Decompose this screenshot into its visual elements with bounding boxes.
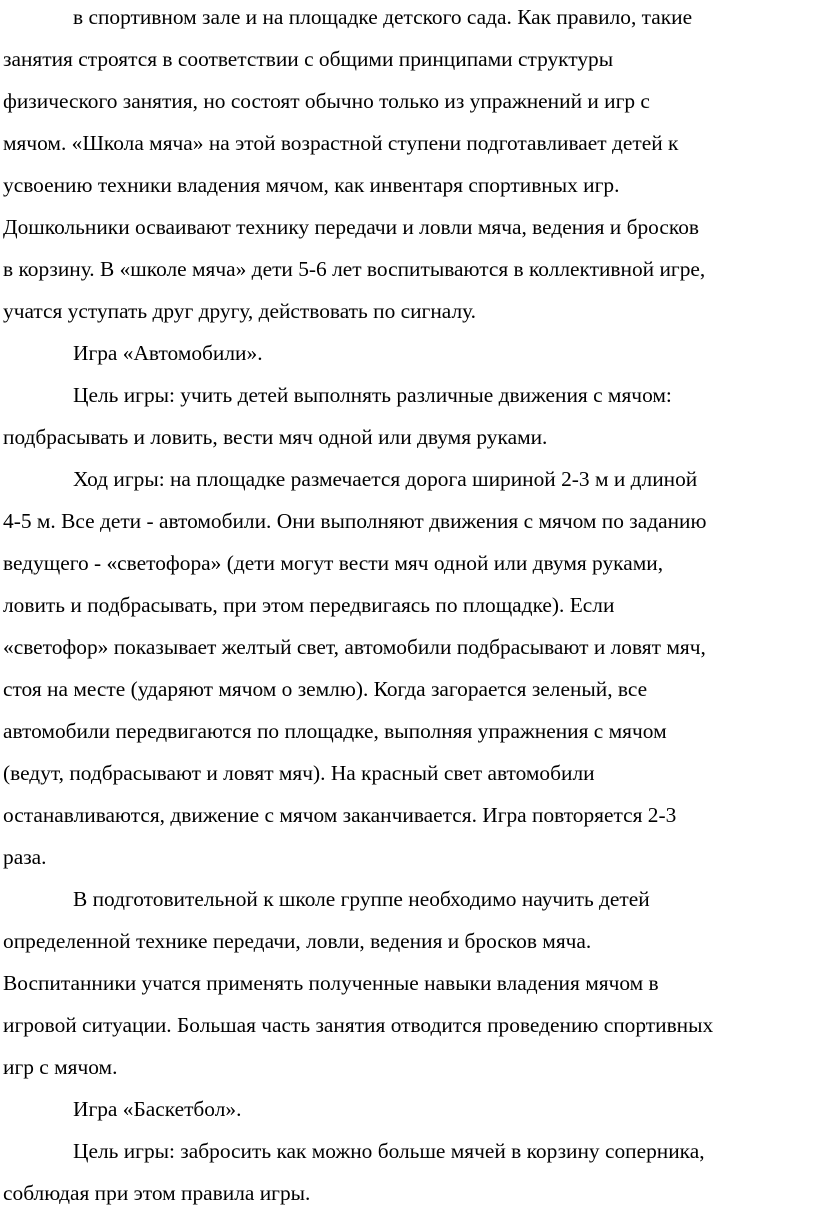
text-line: в корзину. В «школе мяча» дети 5-6 лет воспитываются в коллективной игре,	[3, 257, 706, 281]
text-line: определенной технике передачи, ловли, ведения и бросков мяча.	[3, 929, 592, 953]
text-line: Воспитанники учатся применять полученные навыки владения мячом в	[3, 971, 659, 995]
text-line: усвоению техники владения мячом, как инвентаря спортивных игр.	[3, 173, 620, 197]
text-line: учатся уступать друг другу, действовать по сигналу.	[3, 299, 477, 323]
text-line: раза.	[3, 845, 47, 869]
text-line: В подготовительной к школе группе необходимо научить детей	[73, 887, 650, 911]
text-line: занятия строятся в соответствии с общими принципами структуры	[3, 47, 614, 71]
text-line: физического занятия, но состоят обычно только из упражнений и игр с	[3, 89, 650, 113]
text-line: игр с мячом.	[3, 1055, 118, 1079]
text-line: (ведут, подбрасывают и ловят мяч). На красный свет автомобили	[3, 761, 595, 785]
text-line: Ход игры: на площадке размечается дорога шириной 2-3 м и длиной	[73, 467, 698, 491]
text-line: игровой ситуации. Большая часть занятия отводится проведению спортивных	[3, 1013, 714, 1037]
text-line: в спортивном зале и на площадке детского сада. Как правило, такие	[73, 5, 693, 29]
text-line: Дошкольники осваивают технику передачи и ловли мяча, ведения и бросков	[3, 215, 699, 239]
game-title-automobiles: Игра «Автомобили».	[73, 341, 263, 365]
text-line: ловить и подбрасывать, при этом передвигаясь по площадке). Если	[3, 593, 615, 617]
text-line: Цель игры: забросить как можно больше мячей в корзину соперника,	[73, 1139, 705, 1163]
text-line: мячом. «Школа мяча» на этой возрастной ступени подготавливает детей к	[3, 131, 679, 155]
text-line: автомобили передвигаются по площадке, выполняя упражнения с мячом	[3, 719, 667, 743]
text-line: «светофор» показывает желтый свет, автомобили подбрасывают и ловят мяч,	[3, 635, 706, 659]
text-line: Цель игры: учить детей выполнять различные движения с мячом:	[73, 383, 672, 407]
game-title-basketball: Игра «Баскетбол».	[73, 1097, 242, 1121]
text-line: подбрасывать и ловить, вести мяч одной или двумя руками.	[3, 425, 548, 449]
text-line: 4-5 м. Все дети - автомобили. Они выполняют движения с мячом по заданию	[3, 509, 707, 533]
text-line: стоя на месте (ударяют мячом о землю). Когда загорается зеленый, все	[3, 677, 648, 701]
text-line: ведущего - «светофора» (дети могут вести мяч одной или двумя руками,	[3, 551, 664, 575]
text-line: останавливаются, движение с мячом заканчивается. Игра повторяется 2-3	[3, 803, 677, 827]
text-line: соблюдая при этом правила игры.	[3, 1181, 311, 1205]
